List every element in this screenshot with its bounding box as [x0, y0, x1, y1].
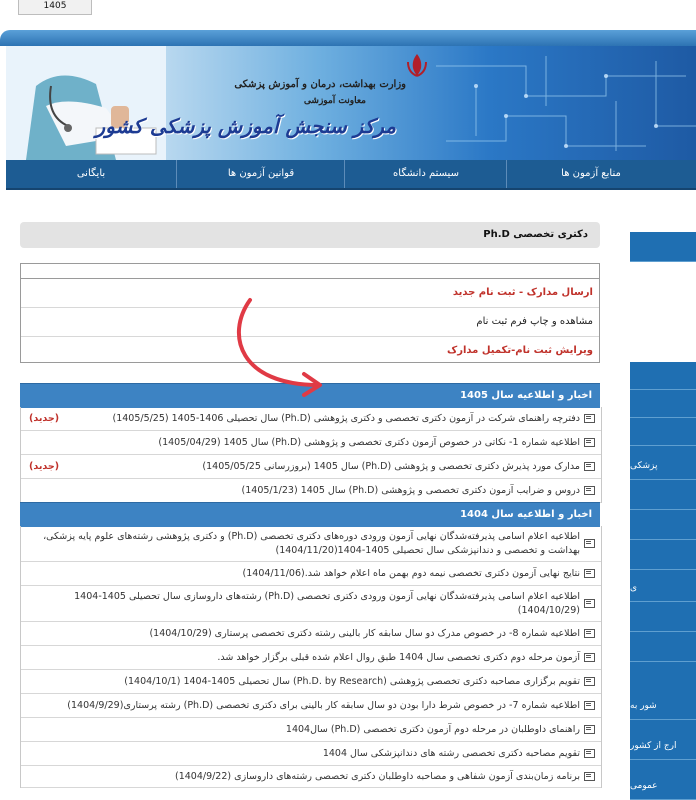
send-docs-link[interactable]: ارسال مدارک - ثبت نام جدید	[21, 279, 599, 308]
document-icon	[584, 749, 595, 758]
edit-registration-link[interactable]: ویرایش ثبت نام-تکمیل مدارک	[446, 345, 593, 356]
news-item-text: اطلاعیه اعلام اسامی پذیرفته‌شدگان نهایی آزمون ورودی دکتری تخصصی (Ph.D) رشته‌های داروسازی سال تحصیلی 1405-1404 (1404/10/29)	[74, 590, 580, 616]
document-icon	[584, 438, 595, 447]
news-item-text: اطلاعیه اعلام اسامی پذیرفته‌شدگان نهایی آزمون ورودی دوره‌های دکتری تخصصی (Ph.D) و دکتری پژوهشی رشته‌های علوم پایه پزشکی، بهداشت و تخصصی و دندانپزشکی سال تحصیلی 1405-1404(1404/11/20)	[43, 530, 580, 556]
news-item[interactable]	[21, 586, 601, 622]
nav-exam-resources[interactable]: منابع آزمون ها	[506, 160, 675, 188]
sidebar-item[interactable]	[630, 540, 696, 570]
news-item-text: تقویم برگزاری مصاحبه دکتری تخصصی پژوهشی (Ph.D. by Research) سال تحصیلی 1405-1404 (1404/10/1)	[124, 675, 580, 687]
news-item[interactable]	[21, 407, 601, 431]
ministry-name: وزارت بهداشت، درمان و آموزش پزشکی	[234, 79, 406, 90]
news-item-text: نتایج نهایی آزمون دکتری تخصصی نیمه دوم بهمن ماه اعلام خواهد شد.(1404/11/06)	[242, 567, 580, 579]
sidebar-item[interactable]	[630, 390, 696, 418]
news-list-1404	[20, 526, 602, 788]
document-icon	[584, 629, 595, 638]
section-header-1405: اخبار و اطلاعیه سال 1405	[20, 383, 600, 408]
sidebar-item[interactable]	[630, 362, 696, 390]
registration-box	[20, 263, 600, 363]
news-item[interactable]	[21, 455, 601, 479]
header-banner	[6, 46, 696, 160]
sidebar-item[interactable]: ارج از کشور	[630, 720, 696, 760]
news-item-text: مدارک مورد پذیرش دکتری تخصصی و پژوهشی (Ph.D) سال 1405 (بروزرسانی 1405/05/25)	[202, 460, 580, 472]
news-item-text: اطلاعیه شماره 7- در خصوص شرط دارا بودن دو سال سابقه کار بالینی برای دکتری تخصصی (Ph.D) رشته پرستاری(1404/9/29)	[67, 699, 580, 711]
section-header-1404: اخبار و اطلاعیه سال 1404	[20, 502, 600, 527]
news-item-text: راهنمای داوطلبان در مرحله دوم آزمون دکتری تخصصی (Ph.D) سال1404	[285, 723, 580, 735]
news-item-text: آزمون مرحله دوم دکتری تخصصی سال 1404 طبق روال اعلام شده قبلی برگزار خواهد شد.	[217, 651, 580, 663]
document-icon	[584, 772, 595, 781]
sidebar-item[interactable]: شور به	[630, 662, 696, 720]
news-item[interactable]	[21, 742, 601, 766]
document-icon	[584, 653, 595, 662]
sidebar-item[interactable]	[630, 232, 696, 262]
sidebar-gap	[630, 262, 696, 352]
view-print-link[interactable]: مشاهده و چاپ فرم ثبت نام	[21, 308, 599, 337]
news-item-text: دفترچه راهنمای شرکت در آزمون دکتری تخصصی و دکتری پژوهشی (Ph.D) سال تحصیلی 1406-1405 (1405/5/25)	[112, 412, 580, 424]
page-title: دکتری تخصصی Ph.D	[20, 222, 600, 248]
document-icon	[584, 725, 595, 734]
sidebar-item[interactable]	[630, 480, 696, 510]
sidebar-item[interactable]: پزشکی	[630, 446, 696, 480]
news-item[interactable]	[21, 718, 601, 742]
news-item-text: تقویم مصاحبه دکتری تخصصی رشته های دندانپزشکی سال 1404	[322, 747, 580, 759]
news-item[interactable]	[21, 766, 601, 788]
right-sidebar	[630, 232, 696, 800]
news-item[interactable]	[21, 479, 601, 503]
news-item-text: اطلاعیه شماره 1- نکاتی در خصوص آزمون دکتری تخصصی و پژوهشی (Ph.D) سال 1405 (1405/04/29)	[158, 436, 580, 448]
document-icon	[584, 677, 595, 686]
news-item[interactable]	[21, 526, 601, 562]
sidebar-item[interactable]	[630, 632, 696, 662]
news-item[interactable]	[21, 694, 601, 718]
nav-archive[interactable]: بایگانی	[76, 168, 106, 179]
document-icon	[584, 599, 595, 608]
news-item[interactable]	[21, 646, 601, 670]
news-item[interactable]	[21, 431, 601, 455]
sidebar-item[interactable]	[630, 418, 696, 446]
news-item[interactable]	[21, 622, 601, 646]
center-name: مرکز سنجش آموزش پزشکی کشور	[95, 114, 396, 138]
news-item-text: اطلاعیه شماره 8- در خصوص مدرک دو سال سابقه کار بالینی رشته دکتری تخصصی پرستاری (1404/10/29)	[149, 627, 580, 639]
document-icon	[584, 462, 595, 471]
iran-emblem-icon	[404, 52, 430, 78]
document-icon	[584, 486, 595, 495]
sidebar-item[interactable]: ی	[630, 570, 696, 602]
document-icon	[584, 569, 595, 578]
deputy-name: معاونت آموزشی	[303, 96, 366, 106]
news-list-1405	[20, 407, 602, 503]
main-nav	[6, 160, 696, 190]
new-badge: (جدید)	[29, 461, 60, 472]
sidebar-item[interactable]: عمومی	[630, 760, 696, 800]
news-item[interactable]	[21, 562, 601, 586]
doctor-image	[6, 46, 166, 160]
nav-exam-rules[interactable]: قوانین آزمون ها	[176, 160, 345, 188]
news-item-text: دروس و ضرایب آزمون دکتری تخصصی و پژوهشی (Ph.D) سال 1405 (1405/1/23)	[241, 484, 580, 496]
top-tab-box[interactable]: 1405	[18, 0, 92, 15]
new-badge: (جدید)	[29, 413, 60, 424]
sidebar-item[interactable]	[630, 510, 696, 540]
nav-university-system[interactable]: سیستم دانشگاه	[344, 160, 507, 188]
news-item-text: برنامه زمان‌بندی آزمون شفاهی و مصاحبه داوطلبان دکتری تخصصی رشته‌های داروسازی (1404/9/22)	[174, 770, 580, 782]
document-icon	[584, 539, 595, 548]
news-item[interactable]	[21, 670, 601, 694]
document-icon	[584, 701, 595, 710]
document-icon	[584, 414, 595, 423]
sidebar-item[interactable]	[630, 602, 696, 632]
top-bar	[0, 30, 696, 46]
registration-box-header	[21, 264, 599, 279]
